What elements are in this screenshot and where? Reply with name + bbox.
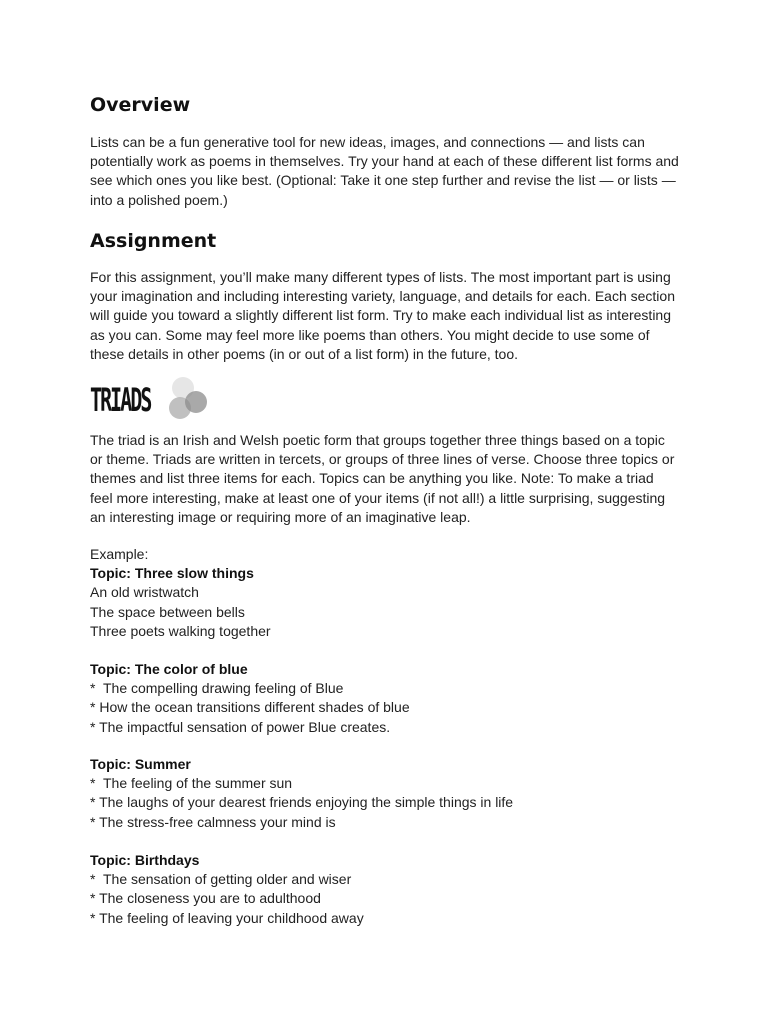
three-overlapping-circles-icon xyxy=(168,376,212,422)
list-item: Three poets walking together xyxy=(90,622,271,639)
assignment-heading: Assignment xyxy=(90,230,217,252)
example-block xyxy=(90,545,271,641)
list-item: * The feeling of leaving your childhood away xyxy=(90,909,364,926)
triads-paragraph: The triad is an Irish and Welsh poetic form that groups together three things based on a topic or theme. Triads are written in tercets, or groups of three lines of verse. Choose three topics or themes and list three items for each. Topics can be anything you like. Note: To make a triad feel more interesting, make at least one of your items (if not all!) a little surprising, suggesting an interesting image or requiring more of an imaginative leap. xyxy=(90,432,675,525)
list-item: * The impactful sensation of power Blue creates. xyxy=(90,718,391,735)
overview-paragraph: Lists can be a fun generative tool for new ideas, images, and connections — and lists can potentially work as poems in themselves. Try your hand at each of these different list forms and see which ones you like best. (Optional: Take it one step further and revise the list — or lists — into a polished poem.) xyxy=(90,134,679,208)
triads-banner-title: TRIADS xyxy=(90,381,151,419)
list-item: * The feeling of the summer sun xyxy=(90,775,293,792)
list-item: An old wristwatch xyxy=(90,584,199,601)
overview-heading: Overview xyxy=(90,94,191,116)
topic-title: Topic: Birthdays xyxy=(90,852,200,868)
topic-block-birthdays xyxy=(90,851,364,928)
list-item: * The compelling drawing feeling of Blue xyxy=(90,680,344,697)
list-item: * The closeness you are to adulthood xyxy=(90,890,321,907)
list-item: * How the ocean transitions different shades of blue xyxy=(90,699,410,716)
list-item: * The sensation of getting older and wiser xyxy=(90,871,352,888)
assignment-paragraph: For this assignment, you’ll make many different types of lists. The most important part is using your imagination and including interesting variety, language, and details for each. Each section will guide you toward a slightly different list form. Try to make each individual list as interesting as you can. Some may feel more like poems than others. You might decide to use some of these details in other poems (in or out of a list form) in the future, too. xyxy=(90,269,675,362)
list-item: The space between bells xyxy=(90,603,245,620)
example-label: Example: xyxy=(90,546,149,562)
triads-banner xyxy=(90,376,230,424)
icon-circle-right xyxy=(185,391,207,413)
topic-title: Topic: Summer xyxy=(90,756,191,772)
topic-block-summer xyxy=(90,755,513,832)
topic-title: Topic: The color of blue xyxy=(90,661,248,677)
list-item: * The laughs of your dearest friends enjoying the simple things in life xyxy=(90,794,514,811)
list-item: * The stress-free calmness your mind is xyxy=(90,813,336,830)
example-topic: Topic: Three slow things xyxy=(90,565,254,582)
topic-block-blue xyxy=(90,660,410,737)
